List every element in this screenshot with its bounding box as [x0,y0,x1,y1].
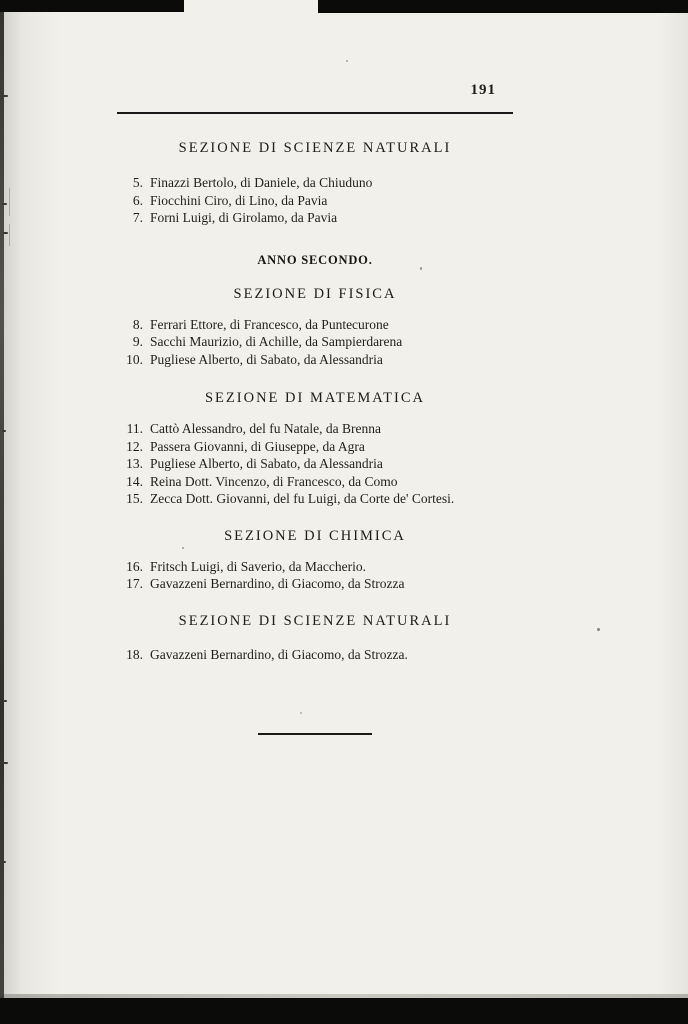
entry-row [117,455,513,473]
entry-list [117,646,513,664]
entry-row [117,420,513,438]
scan-bottom-bar [0,998,688,1024]
scan-binding-hairline [9,224,10,246]
entry-row [117,192,513,210]
scan-binding-mark [2,95,8,97]
entry-number: 11. [126,421,143,436]
entry-text: Gavazzeni Bernardino, di Giacomo, da Strozza [150,576,405,591]
entry-text: Zecca Dott. Giovanni, del fu Luigi, da Corte de' Cortesi. [150,491,455,506]
entry-list [117,174,513,227]
section-title: SEZIONE DI FISICA [233,285,397,302]
scan-binding-mark [2,203,7,205]
section-matematica [117,390,513,508]
anno-heading: ANNO SECONDO. [257,252,373,267]
entry-number: 16. [126,558,143,574]
entry-number: 17. [126,576,143,591]
entry-row [117,333,513,351]
entry-text: Fiocchini Ciro, di Lino, da Pavia [150,192,328,208]
section-scienze-naturali-1 [117,140,513,227]
entry-row [117,438,513,456]
entry-number: 14. [126,473,143,489]
section-title: SEZIONE DI SCIENZE NATURALI [178,140,452,156]
entry-row [117,316,513,334]
scan-speck [597,628,600,631]
entry-number: 7. [132,210,143,225]
entry-row [117,174,513,192]
scan-top-bar-left [0,0,184,12]
entry-number: 6. [132,192,143,208]
scan-left-edge [0,12,4,998]
entry-number: 10. [126,351,143,367]
scan-top-bar-right [318,0,688,13]
scan-binding-mark [3,762,8,764]
entry-number: 18. [126,646,143,662]
entry-text: Pugliese Alberto, di Sabato, da Alessandria [150,456,383,471]
entry-text: Fritsch Luigi, di Saverio, da Maccherio. [150,558,366,574]
entry-row [117,646,513,664]
entry-text: Reina Dott. Vincenzo, di Francesco, da Como [150,473,398,489]
section-title: SEZIONE DI SCIENZE NATURALI [178,612,452,629]
entry-number: 15. [126,491,143,506]
page-number: 191 [470,82,496,98]
entry-text: Cattò Alessandro, del fu Natale, da Brenna [150,421,381,436]
section-chimica [117,528,513,593]
entry-text: Passera Giovanni, di Giuseppe, da Agra [150,438,365,454]
closing-rule [258,733,372,735]
entry-row [117,473,513,491]
header-rule [117,112,513,114]
entry-list [117,558,513,593]
section-title: SEZIONE DI CHIMICA [224,527,406,544]
entry-number: 12. [126,438,143,454]
scan-binding-mark [3,232,8,234]
page-content [117,82,513,735]
entry-list [117,316,513,369]
entry-number: 13. [126,456,143,471]
scan-binding-mark [2,700,7,702]
entry-text: Ferrari Ettore, di Francesco, da Puntecurone [150,316,389,332]
scan-binding-mark [2,861,6,863]
entry-row [117,351,513,369]
entry-row [117,558,513,576]
scan-speck [346,60,348,62]
entry-number: 8. [132,316,143,332]
entry-row [117,209,513,227]
entry-text: Gavazzeni Bernardino, di Giacomo, da Strozza. [150,646,408,662]
entry-row [117,575,513,593]
entry-list [117,420,513,508]
scan-bottom-smudge [0,994,688,998]
entry-text: Sacchi Maurizio, di Achille, da Sampierdarena [150,334,403,349]
scan-binding-hairline [9,188,10,216]
entry-number: 9. [132,334,143,349]
section-title: SEZIONE DI MATEMATICA [204,390,425,406]
section-scienze-naturali-2 [117,613,513,664]
section-fisica [117,286,513,369]
entry-text: Forni Luigi, di Girolamo, da Pavia [150,210,338,225]
scan-binding-mark [2,430,6,432]
entry-number: 5. [132,175,143,190]
entry-text: Finazzi Bertolo, di Daniele, da Chiuduno [150,175,373,190]
entry-text: Pugliese Alberto, di Sabato, da Alessandria [150,351,383,367]
entry-row [117,490,513,508]
